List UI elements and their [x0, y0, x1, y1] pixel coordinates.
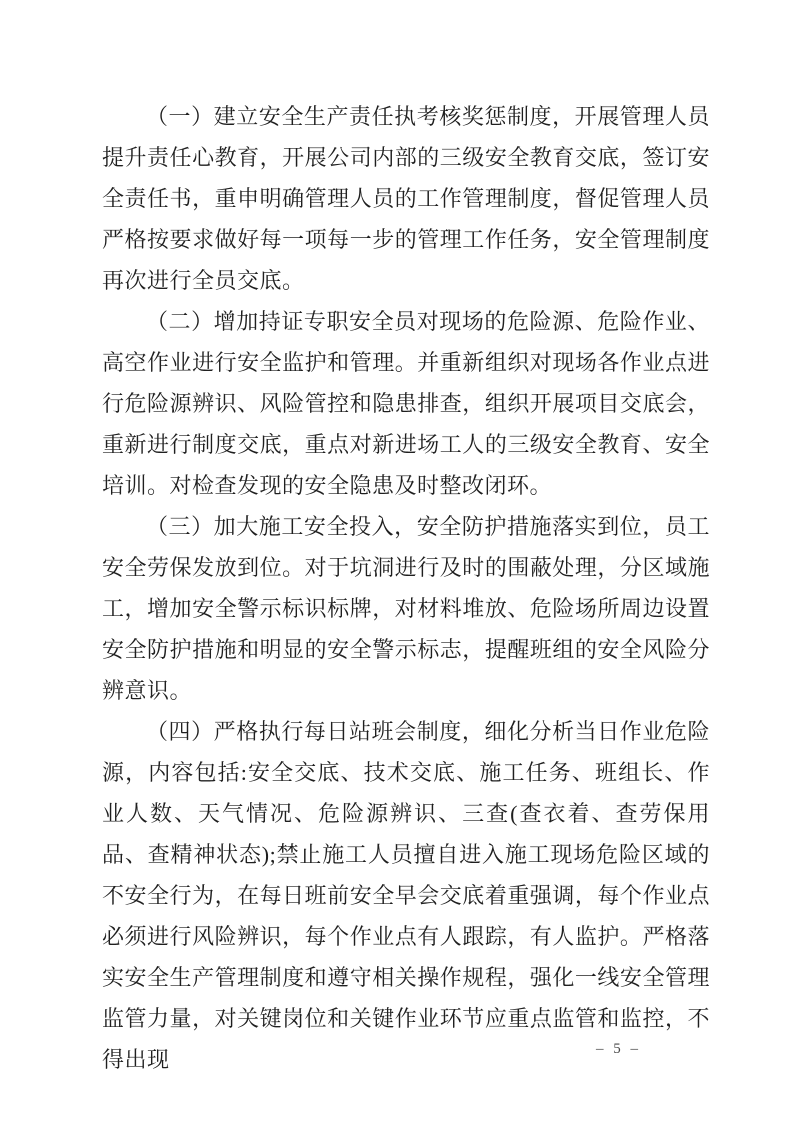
paragraph-item-1: （一）建立安全生产责任执考核奖惩制度，开展管理人员提升责任心教育，开展公司内部的三级安全教育交底，签订安全责任书，重申明确管理人员的工作管理制度，督促管理人员严格按要求做好每一项每一步的管理工作任务，安全管理制度再次进行全员交底。	[102, 104, 710, 293]
paragraph-item-3: （三）加大施工安全投入，安全防护措施落实到位，员工安全劳保发放到位。对于坑洞进行及时的围蔽处理，分区域施工，增加安全警示标识标牌，对材料堆放、危险场所周边设置安全防护措施和明显的安全警示标志，提醒班组的安全风险分辨意识。	[102, 514, 710, 703]
page-number: – 5 –	[596, 1041, 641, 1057]
document-body	[102, 96, 710, 1080]
paragraph-item-2: （二）增加持证专职安全员对现场的危险源、危险作业、高空作业进行安全监护和管理。并重新组织对现场各作业点进行危险源辨识、风险管控和隐患排查，组织开展项目交底会，重新进行制度交底，重点对新进场工人的三级安全教育、安全培训。对检查发现的安全隐患及时整改闭环。	[102, 309, 710, 498]
paragraph-item-4: （四）严格执行每日站班会制度，细化分析当日作业危险源，内容包括:安全交底、技术交底、施工任务、班组长、作业人数、天气情况、危险源辨识、三查(查衣着、查劳保用品、查精神状态);禁止施工人员擅自进入施工现场危险区域的不安全行为，在每日班前安全早会交底着重强调，每个作业点必须进行风险辨识，每个作业点有人跟踪，有人监护。严格落实安全生产管理制度和遵守相关操作规程，强化一线安全管理监管力量，对关键岗位和关键作业环节应重点监管和监控，不得出现	[102, 719, 710, 1072]
